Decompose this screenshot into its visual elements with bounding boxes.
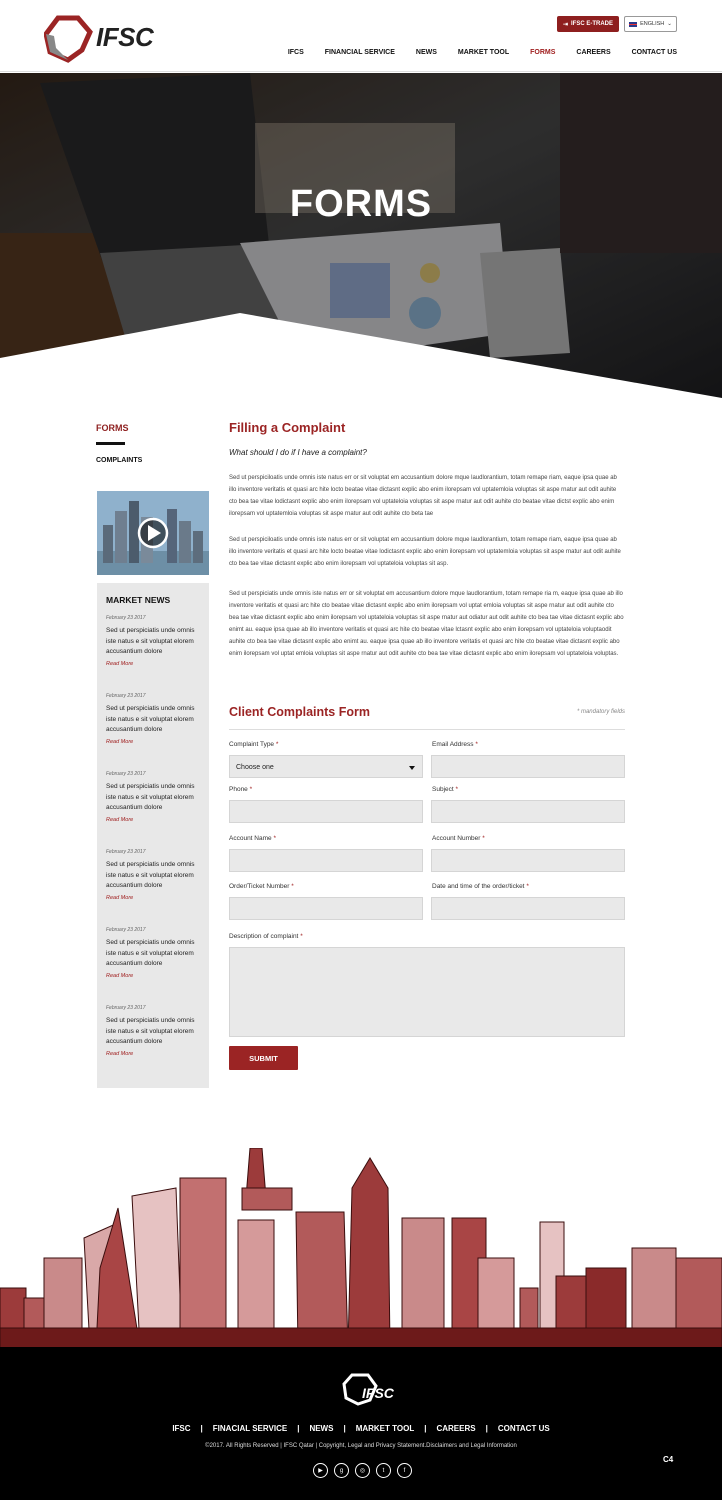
section-title: Filling a Complaint <box>229 420 346 435</box>
news-item <box>106 1005 200 1083</box>
news-item <box>106 693 200 771</box>
youtube-icon[interactable]: ▶ <box>313 1463 328 1478</box>
video-thumbnail[interactable] <box>97 491 209 575</box>
page-badge: C4 <box>663 1455 674 1464</box>
news-date: February 23 2017 <box>106 615 146 621</box>
footer-link-careers[interactable]: CAREERS <box>436 1424 476 1433</box>
separator: | <box>200 1424 203 1433</box>
separator: | <box>485 1424 488 1433</box>
copyright-text: ©2017. All Rights Reserved | IFSC Qatar | Copyright, Legal and Privacy Statement.Disclaimers and Legal Information <box>205 1443 517 1449</box>
complaint-type-select[interactable] <box>229 755 423 778</box>
email-field[interactable] <box>431 755 625 778</box>
news-item <box>106 849 200 927</box>
main-nav <box>288 49 677 56</box>
chevron-down-icon: ⌄ <box>667 21 672 27</box>
footer-link-news[interactable]: NEWS <box>309 1424 334 1433</box>
news-item <box>106 771 200 849</box>
body-paragraph: Sed ut perspiciloatis unde omnis iste natus err or sit voluptat em accusantium dolore mque laudlorantium, totam remape riam, eaque ipsa quae ab illo inventore veritatis et quasi arc hite locto beatae vitae dictasnt explic abo enim ilorepsam vol uptatemloia voluptas sit aspe rnatur aut odit auhite cto bea tae vitae lodictasnt explic abo enim ilorepsam vol uptateloia voluptas sit aspe rnatur aut odit auhite cto beatae vitae dictst explic abo enim ilorepsam vol uptatemloia voluptas sit aspe rnatur aut odit auhite cto beta tae <box>229 475 617 517</box>
email-label: Email Address * <box>432 741 478 748</box>
account-name-label: Account Name * <box>229 835 276 842</box>
hero-background-image <box>0 73 722 403</box>
mandatory-note: * mandatory fields <box>576 709 625 715</box>
site-footer <box>0 1347 722 1500</box>
footer-link-market-tool[interactable]: MARKET TOOL <box>355 1424 415 1433</box>
subject-label: Subject * <box>432 786 459 793</box>
play-icon[interactable] <box>97 491 209 575</box>
google-plus-icon[interactable]: g <box>334 1463 349 1478</box>
language-select[interactable] <box>624 16 677 32</box>
account-name-field[interactable] <box>229 849 423 872</box>
order-date-field[interactable] <box>431 897 625 920</box>
logo-text: IFSC <box>96 22 154 52</box>
account-number-label: Account Number * <box>432 835 485 842</box>
login-icon: ⇥ <box>562 21 569 28</box>
read-more-link[interactable]: Read More <box>106 1050 134 1057</box>
read-more-link[interactable]: Read More <box>106 660 134 667</box>
news-text: Sed ut perspiciatis unde omnis iste natus e sit voluptat elorem accusantium dolore <box>106 627 195 655</box>
nav-ifcs[interactable]: IFCS <box>287 49 304 56</box>
body-paragraph: Sed ut perspiciloatis unde omnis iste natus err or sit voluptat em accusantium dolore mque laudlorantium, totam remape riam, eaque ipsa quae ab illo inventore veritatis et quasi arc hite locto beatae vitae lodictasnt explic abo enim ilorepsam vol uptatemloia voluptas sit aspe rnatur aut odit auhite cto bea tae vitae dictasnt explic abo enim ilorepsam vol uptateloia voluptas sit asp. <box>229 537 621 567</box>
phone-field[interactable] <box>229 800 423 823</box>
separator: | <box>424 1424 427 1433</box>
etrade-label: IFSC E-TRADE <box>571 21 614 27</box>
footer-link-ifsc[interactable]: IFSC <box>172 1424 191 1433</box>
nav-market-tool[interactable]: MARKET TOOL <box>457 49 510 56</box>
logo-mark-icon <box>44 14 94 64</box>
news-text: Sed ut perspiciatis unde omnis iste natus e sit voluptat elorem accusantium dolore <box>106 705 195 733</box>
description-label: Description of complaint * <box>229 933 303 940</box>
news-date: February 23 2017 <box>106 771 146 777</box>
nav-contact-us[interactable]: CONTACT US <box>631 49 677 56</box>
page-title: FORMS <box>289 183 433 225</box>
footer-link-contact-us[interactable]: CONTACT US <box>497 1424 550 1433</box>
news-date: February 23 2017 <box>106 927 146 933</box>
news-item <box>106 927 200 1005</box>
market-news-panel <box>97 583 209 1088</box>
read-more-link[interactable]: Read More <box>106 816 134 823</box>
etrade-button[interactable] <box>557 16 619 32</box>
news-text: Sed ut perspiciatis unde omnis iste natus e sit voluptat elorem accusantium dolore <box>106 939 195 967</box>
news-text: Sed ut perspiciatis unde omnis iste natus e sit voluptat elorem accusantium dolore <box>106 861 195 889</box>
instagram-icon[interactable]: ◎ <box>355 1463 370 1478</box>
read-more-link[interactable]: Read More <box>106 972 134 979</box>
footer-link-finacial-service[interactable]: FINACIAL SERVICE <box>212 1424 288 1433</box>
order-date-label: Date and time of the order/ticket * <box>432 883 529 890</box>
description-textarea[interactable] <box>229 947 625 1037</box>
nav-forms[interactable]: FORMS <box>530 49 556 56</box>
sidebar-title-underline <box>96 442 125 445</box>
news-item <box>106 615 200 693</box>
read-more-link[interactable]: Read More <box>106 894 134 901</box>
divider <box>229 729 625 730</box>
sidebar-title: FORMS <box>96 423 129 433</box>
sidebar-item-complaints[interactable]: COMPLAINTS <box>96 457 143 464</box>
city-skyline-illustration <box>0 1148 722 1348</box>
twitter-icon[interactable]: t <box>376 1463 391 1478</box>
uk-flag-icon <box>629 22 637 27</box>
footer-logo-text: IFSC <box>362 1385 394 1401</box>
phone-label: Phone * <box>229 786 253 793</box>
complaint-type-label: Complaint Type * <box>229 741 279 748</box>
language-label: ENGLISH <box>640 21 665 27</box>
account-number-field[interactable] <box>431 849 625 872</box>
order-number-label: Order/Ticket Number * <box>229 883 294 890</box>
caret-down-icon <box>409 766 415 770</box>
nav-financial-service[interactable]: FINANCIAL SERVICE <box>324 49 395 56</box>
separator: | <box>343 1424 346 1433</box>
social-links <box>313 1463 412 1478</box>
nav-careers[interactable]: CAREERS <box>576 49 611 56</box>
complaint-type-value: Choose one <box>236 764 274 771</box>
order-number-field[interactable] <box>229 897 423 920</box>
section-subtitle: What should I do if I have a complaint? <box>229 448 367 457</box>
site-header <box>0 0 722 72</box>
submit-button[interactable]: SUBMIT <box>229 1046 298 1070</box>
news-date: February 23 2017 <box>106 1005 146 1011</box>
market-news-heading: MARKET NEWS <box>106 595 171 605</box>
read-more-link[interactable]: Read More <box>106 738 134 745</box>
separator: | <box>297 1424 300 1433</box>
logo[interactable] <box>44 14 159 64</box>
form-title: Client Complaints Form <box>229 705 370 719</box>
hero-banner <box>0 73 722 403</box>
news-date: February 23 2017 <box>106 693 146 699</box>
news-text: Sed ut perspiciatis unde omnis iste natus e sit voluptat elorem accusantium dolore <box>106 783 195 811</box>
nav-news[interactable]: NEWS <box>415 49 437 56</box>
news-date: February 23 2017 <box>106 849 146 855</box>
body-paragraph: Sed ut perspiciatis unde omnis iste natus err or sit voluptat em accusantium dolore mque laudlorantium, totam remape ria m, eaque ipsa quae ab illo inventore veritatis et quasi arc hite cto beatae vitae dictasnt explic abo enim ilorepsam vol uptat emloia voluptas sit aspe rnatur aut odit auhite cto bea tae vitae dictasnt explic abo enim ilorepsam vol uptateloia voluptas sit aspe rnatur aut odiatur aut odit auhite cto bea tae vitae dictasnt explic abo enimt au. eaque ipsa quae ab illo inventore veritatis et quasi arc hite cto beatae vitae lctasnt explic abo enim ilorepsam vol uptateloia voluptaodit auhite cto bea tae vitae dictasnt explic abo enimt au. eaque ipsa quae ab illo inventore veritatis et quasi arc hite cto beatae vitae dictasnt explic abo enim ilorepsam vol uptat emloia voluptas sit aspe rnatur aut odit auhite cto bea tae vitae dictasnt explic abo enim ilorepsam vol uptateloia voluptas. <box>229 591 624 657</box>
facebook-icon[interactable]: f <box>397 1463 412 1478</box>
news-text: Sed ut perspiciatis unde omnis iste natus e sit voluptat elorem accusantium dolore <box>106 1017 195 1045</box>
footer-nav <box>0 1424 722 1433</box>
subject-field[interactable] <box>431 800 625 823</box>
